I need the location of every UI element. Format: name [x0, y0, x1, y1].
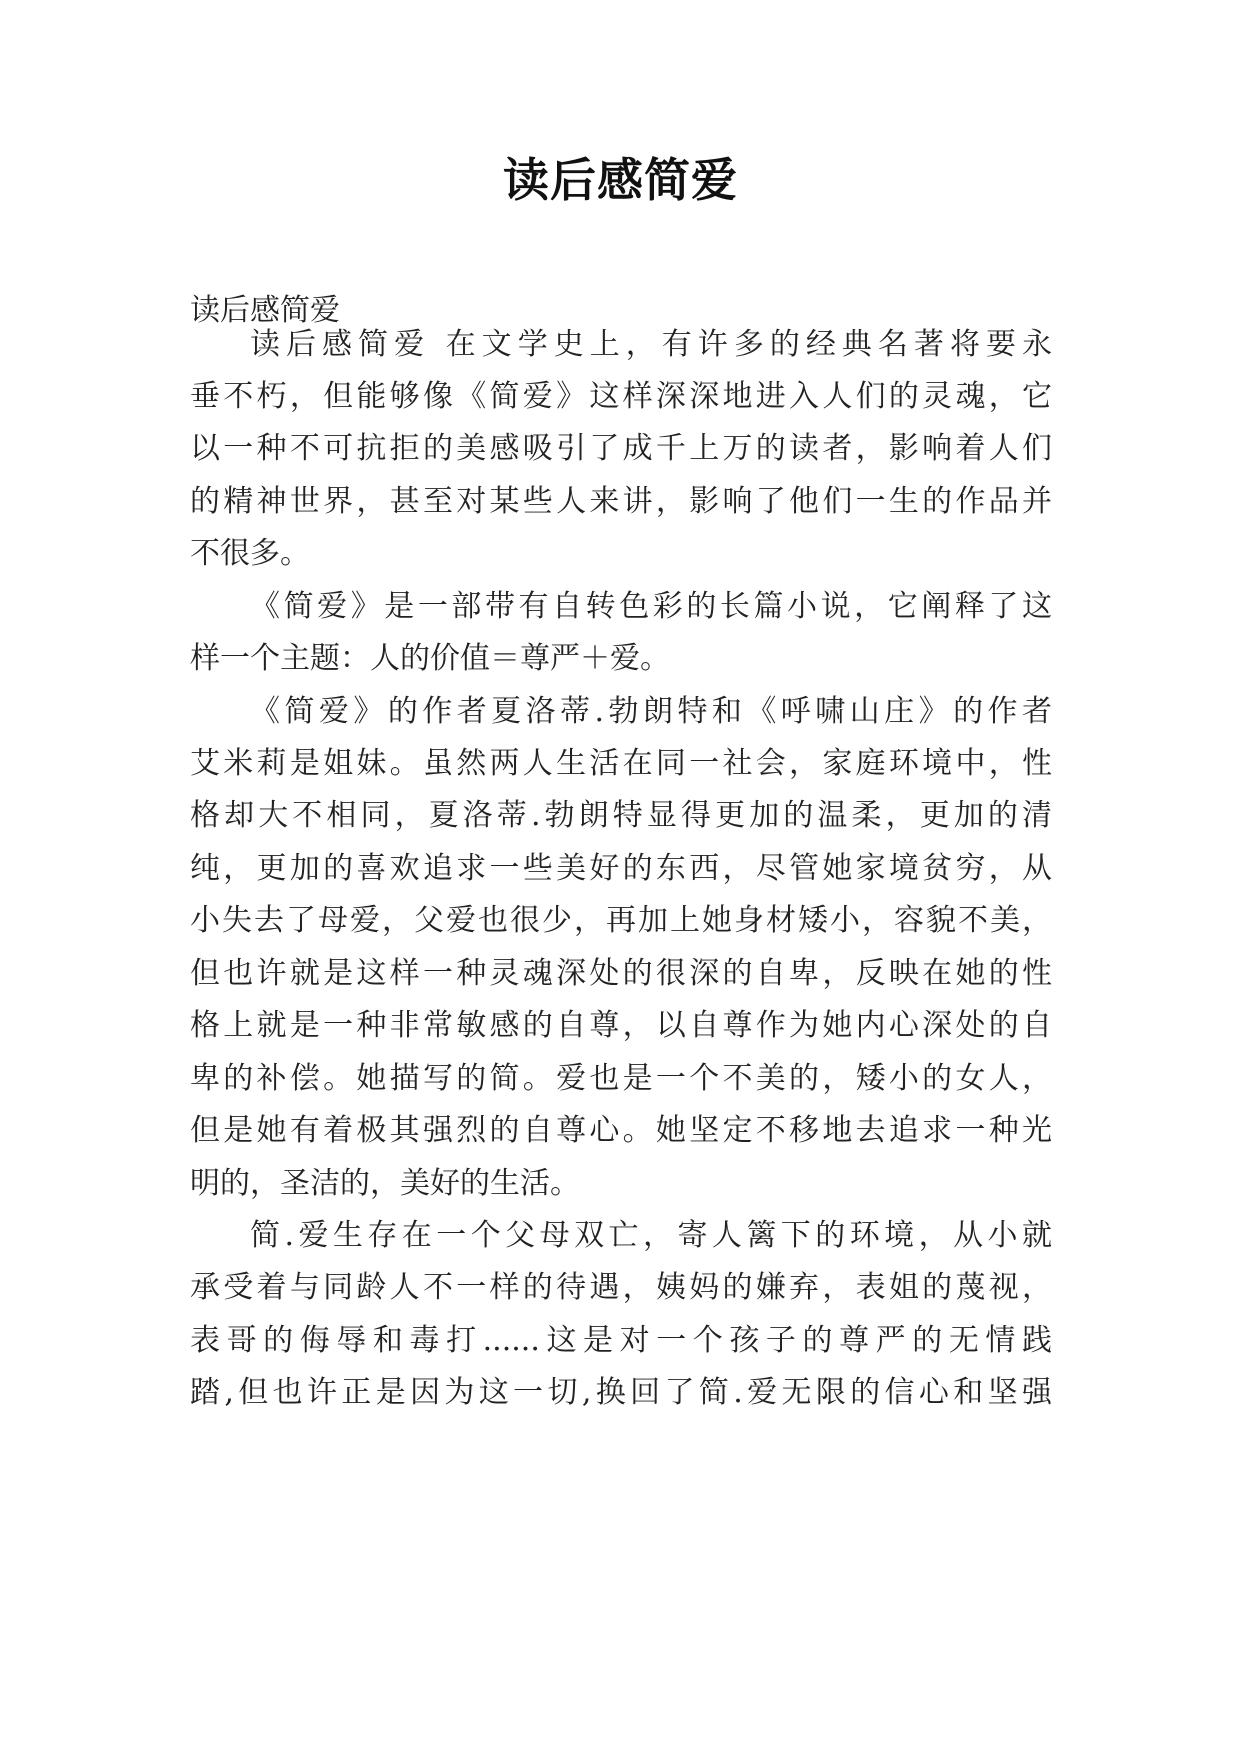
text-line: 但也许就是这样一种灵魂深处的很深的自卑，反映在她的性 [190, 956, 1052, 991]
document-subtitle: 读后感简爱 [190, 293, 340, 328]
text-line: 艾米莉是姐妹。虽然两人生活在同一社会，家庭环境中，性 [190, 746, 1052, 781]
text-line: 以一种不可抗拒的美感吸引了成千上万的读者，影响着人们 [190, 431, 1052, 466]
text-line: 卑的补偿。她描写的简。爱也是一个不美的，矮小的女人， [190, 1061, 1052, 1096]
text-line: 样一个主题：人的价值＝尊严＋爱。 [190, 641, 670, 676]
text-line: 小失去了母爱，父爱也很少，再加上她身材矮小，容貌不美， [190, 903, 1052, 938]
document-title: 读后感简爱 [503, 153, 738, 207]
text-line: 但是她有着极其强烈的自尊心。她坚定不移地去追求一种光 [190, 1113, 1052, 1148]
text-line: 承受着与同龄人不一样的待遇，姨妈的嫌弃，表姐的蔑视， [190, 1270, 1052, 1305]
text-line: 读后感简爱 在文学史上，有许多的经典名著将要永 [250, 327, 1052, 362]
text-line: 不很多。 [190, 536, 310, 571]
text-line: 纯，更加的喜欢追求一些美好的东西，尽管她家境贫穷，从 [190, 851, 1052, 886]
text-line: 《简爱》的作者夏洛蒂.勃朗特和《呼啸山庄》的作者 [250, 694, 1052, 729]
text-line: 简.爱生存在一个父母双亡，寄人篱下的环境，从小就 [250, 1218, 1052, 1253]
text-line: 格上就是一种非常敏感的自尊，以自尊作为她内心深处的自 [190, 1008, 1052, 1043]
text-line: 踏,但也许正是因为这一切,换回了简.爱无限的信心和坚强 [190, 1375, 1052, 1410]
text-line: 格却大不相同，夏洛蒂.勃朗特显得更加的温柔，更加的清 [190, 798, 1052, 833]
text-line: 表哥的侮辱和毒打......这是对一个孩子的尊严的无情践 [190, 1323, 1052, 1358]
text-line: 垂不朽，但能够像《简爱》这样深深地进入人们的灵魂，它 [190, 379, 1052, 414]
text-line: 明的，圣洁的，美好的生活。 [190, 1166, 580, 1201]
text-line: 《简爱》是一部带有自转色彩的长篇小说，它阐释了这 [250, 589, 1052, 624]
text-line: 的精神世界，甚至对某些人来讲，影响了他们一生的作品并 [190, 484, 1052, 519]
